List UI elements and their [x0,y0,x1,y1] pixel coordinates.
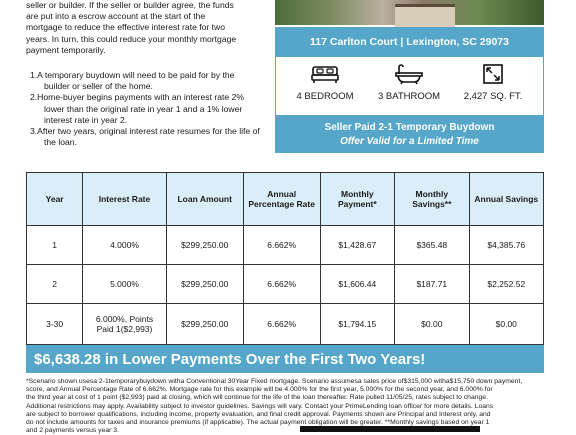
table-cell: $365.48 [395,226,470,265]
table-row [27,304,544,345]
step-item [30,126,260,148]
bathtub-icon [369,63,449,85]
table-cell: 3-30 [27,304,83,345]
intro-line: are put into a escrow account at the start of the [26,11,206,22]
savings-headline: $6,638.28 in Lower Payments Over the First Two Years! [26,345,544,373]
table-cell: $0.00 [469,304,543,345]
intro-paragraph [26,0,266,56]
disclaimer-line: score, and Annual Percentage Rate of 6.662%. Mortgage rate for this example will be 4.000% for the first year, 5.000% for the second year, and 6.000% for [26,386,493,394]
table-cell: $299,250.00 [166,304,243,345]
intro-line: years. In turn, this could reduce your monthly mortgage [26,33,237,44]
bedrooms-label: 4 BEDROOM [296,91,354,102]
sqft-label: 2,427 SQ. FT. [463,91,523,102]
step-text: Home-buyer begins payments with an interest rate 2% lower than the original rate in year 1 and a 1% lower interest rate in year 2. [37,92,245,125]
step-text: A temporary buydown will need to be paid for by the builder or seller of the home. [37,70,235,92]
col-header: Loan Amount [166,173,243,226]
payment-table [26,172,544,345]
table-row [27,226,544,265]
intro-line: seller or builder. If the seller or builder agree, the funds [26,0,234,10]
table-cell: $4,385.76 [469,226,543,265]
house-image [395,4,455,28]
disclaimer-line: *Scenario shown usesa 2-1temporarybuydown witha Conventional 30Year Fixed mortgage. Scenario assumesa sales price of$315,000 witha$15,750 down payment, [26,378,523,385]
bathrooms-label: 3 BATHROOM [377,91,441,102]
col-header: Annual Percentage Rate [243,173,320,226]
table-row [27,265,544,304]
col-header: Monthly Savings** [395,173,470,226]
disclaimer-line: the third year at cost of 1 point ($2,993) paid at closing, which will continue for the life of the loan thereafter. Rate pulled 11/05/25, rates subject to change. [26,394,488,402]
table-cell: 6.662% [243,226,320,265]
step-text: After two years, original interest rate resumes for the life of the loan. [37,126,260,148]
table-cell: $2,252.52 [469,265,543,304]
table-cell: 6.000%, Points Paid 1($2,993) [83,304,166,345]
table-cell: $0.00 [395,304,470,345]
feature-sqft [453,63,533,102]
col-header: Interest Rate [83,173,166,226]
step-number: 3. [30,126,38,137]
col-header: Monthly Payment* [320,173,394,226]
disclaimer-line: and 2 payments versus year 3. [26,427,119,435]
table-header-row [27,173,544,226]
intro-line: mortgage to reduce the effective interest rate for two [26,22,226,33]
table-cell: $299,250.00 [166,226,243,265]
table-cell: 4.000% [83,226,166,265]
col-header: Annual Savings [469,173,543,226]
table-cell: 6.662% [243,304,320,345]
table-cell: 6.662% [243,265,320,304]
disclaimer-line: are subject to borrower qualifications, including income, property evaluation, and final credit approval. Payments shown are Principal and Interest only, and [26,410,491,418]
table-cell: $299,250.00 [166,265,243,304]
intro-line: payment temporarily. [26,44,106,55]
feature-bedrooms [285,63,365,102]
table-cell: $187.71 [395,265,470,304]
feature-bathrooms [369,63,449,102]
bed-icon [285,63,365,85]
buydown-title: Seller Paid 2-1 Temporary Buydown [324,122,495,133]
disclaimer-line: Additional restrictions may apply. Availability subject to investor guidelines. Savings will vary. Contact your PrimeLending loan officer for more details. Loans [26,402,494,410]
disclaimer-line: do not include amounts for taxes and insurance premiums (if applicable). The actual payment obligation will be greater. **Monthly savings based on year 1 [26,419,490,427]
table-cell: 1 [27,226,83,265]
col-header: Year [27,173,83,226]
property-photo [275,0,544,25]
table-cell: 5.000% [83,265,166,304]
step-number: 1. [30,70,38,80]
step-item [30,92,260,126]
step-item [30,70,260,92]
step-number: 2. [30,92,38,103]
page-bottom-bar [300,426,480,432]
expand-icon [453,63,533,85]
property-features [275,57,544,115]
offer-banner [275,115,544,153]
table-cell: $1,794.15 [320,304,394,345]
table-cell: $1,428.67 [320,226,394,265]
table-cell: 2 [27,265,83,304]
offer-note: Offer Valid for a Limited Time [340,136,479,147]
table-cell: $1,606.44 [320,265,394,304]
buydown-steps-list [30,70,260,148]
property-address: 117 Carlton Court | Lexington, SC 29073 [275,27,544,57]
